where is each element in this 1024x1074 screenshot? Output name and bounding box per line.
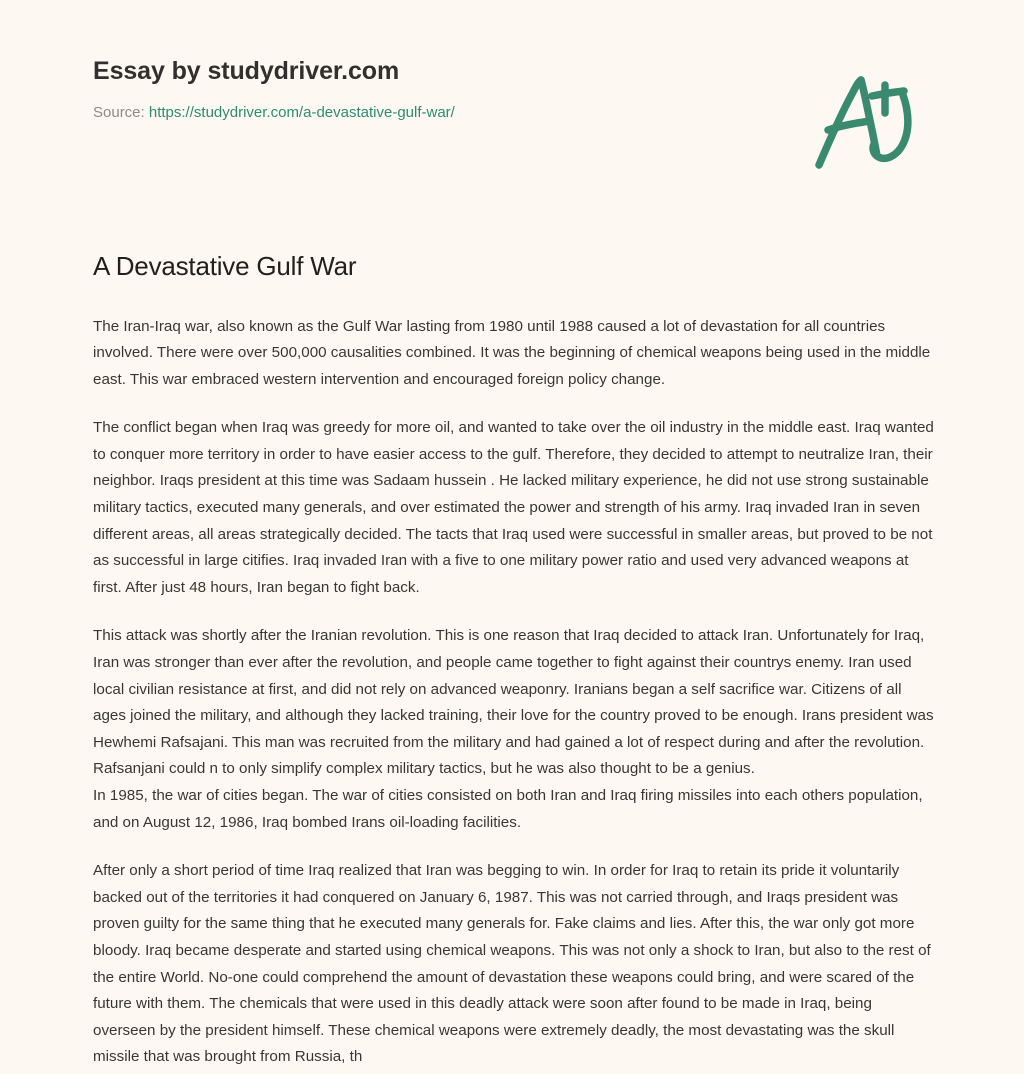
studydriver-logo[interactable] — [806, 68, 924, 172]
article — [93, 250, 938, 1071]
source-url-link[interactable]: https://studydriver.com/a-devastative-gulf-war/ — [148, 104, 455, 121]
paragraph: This attack was shortly after the Iranian revolution. This is one reason that Iraq decided to attack Iran. Unfortunately for Iraq, Iran was stronger than ever after the revolution, and people came together to fight against their countrys enemy. Iran used local civilian resistance at first, and did not rely on advanced weaponry. Iranians began a self sacrifice war. Citizens of all ages joined the military, and although they lacked training, their love for the country proved to be enough. Irans president was Hewhemi Rafsajani. This man was recruited from the military and had gained a lot of respect during and after the revolution. Rafsanjani could n to only simplify complex military tactics, but he was also thought to be a genius. In 1985, the war of cities began. The war of cities consisted on both Iran and Iraq firing missiles into each others population, and on August 12, 1986, Iraq bombed Irans oil-loading facilities. — [93, 627, 934, 831]
paragraph: After only a short period of time Iraq realized that Iran was begging to win. In order for Iraq to retain its pride it voluntarily backed out of the territories it had conquered on January 6, 1987. This was not carried through, and Iraqs president was proven guilty for the same thing that he executed many generals for. Fake claims and lies. After this, the war only got more bloody. Iraq became desperate and started using chemical weapons. This was not only a shock to Iran, but also to the rest of the entire World. No-one could comprehend the amount of devastation these weapons could bring, and were scared of the future with them. The chemicals that were used in this deadly attack were soon after found to be made in Iraq, being overseen by the president himself. These chemical weapons were extremely deadly, the most devastating was the skull missile that was brought from Russia, th — [93, 862, 931, 1066]
paragraph: The Iran-Iraq war, also known as the Gulf War lasting from 1980 until 1988 caused a lot of devastation for all countries involved. There were over 500,000 causalities combined. It was the beginning of chemical weapons being used in the middle east. This war embraced western intervention and encouraged foreign policy change. — [93, 317, 931, 388]
paragraph: The conflict began when Iraq was greedy for more oil, and wanted to take over the oil industry in the middle east. Iraq wanted to conquer more territory in order to have easier access to the gulf. Therefore, they decided to attempt to neutralize Iran, their neighbor. Iraqs president at this time was Sadaam hussein . He lacked military experience, he did not use strong sustainable military tactics, executed many generals, and over estimated the power and strength of his army. Iraq invaded Iran in seven different areas, all areas strategically decided. The tacts that Iraq used were successful in smaller areas, but proved to be not as successful in large citifies. Iraq invaded Iran with a five to one military power ratio and used very advanced weapons at first. After just 48 hours, Iran began to fight back. — [93, 419, 934, 596]
byline: Essay by studydriver.com — [93, 57, 400, 85]
source-label: Source: — [93, 104, 145, 121]
page-title: A Devastative Gulf War — [93, 251, 357, 281]
a-plus-logo-icon — [806, 68, 924, 172]
article-body — [93, 314, 938, 1071]
